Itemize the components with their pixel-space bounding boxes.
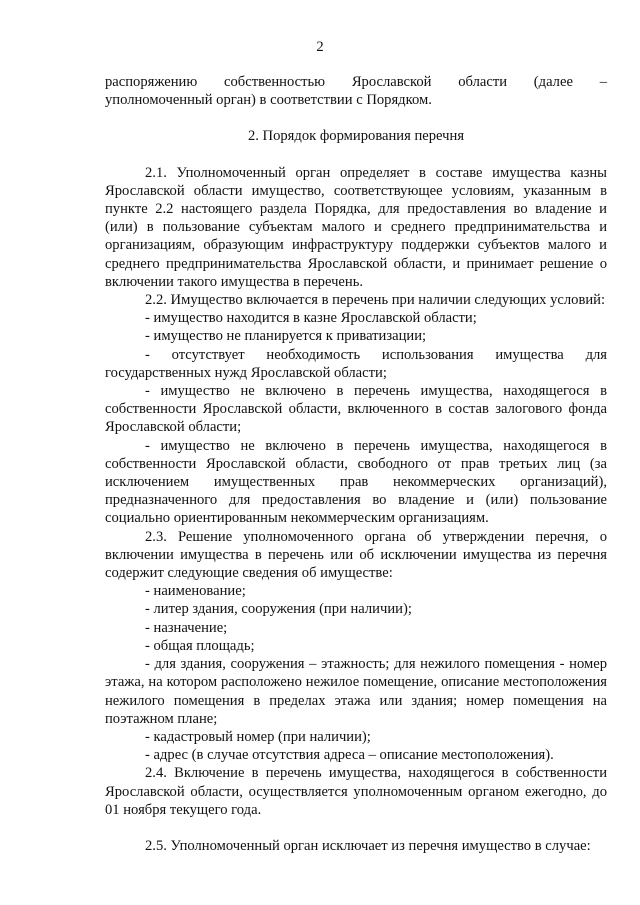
- lead-line-2: уполномоченный орган) в соответствии с Порядком.: [105, 92, 432, 109]
- lead-line-1: распоряжению собственностью Ярославской области (далее –: [105, 74, 607, 90]
- paragraph-2-4: 2.4. Включение в перечень имущества, находящегося в собственности Ярославской области, осуществляется уполномоченным органом ежегодно, до 01 ноября текущего года.: [105, 765, 607, 818]
- list-item: - назначение;: [145, 619, 228, 636]
- list-item: - общая площадь;: [145, 637, 255, 654]
- list-item: - адрес (в случае отсутствия адреса – описание местоположения).: [145, 747, 554, 764]
- document-body: [105, 73, 607, 855]
- spacer: [105, 109, 607, 127]
- list-item: - наименование;: [145, 583, 246, 600]
- spacer: [105, 146, 607, 164]
- list-item: - кадастровый номер (при наличии);: [145, 728, 371, 745]
- paragraph-2-1: 2.1. Уполномоченный орган определяет в составе имущества казны Ярославской области имущество, соответствующее условиям, указанным в пункте 2.2 настоящего раздела Порядка, для предоставления во владение и (или) в пользование субъектам малого и среднего предпринимательства и организациям, образующим инфраструктуру поддержки субъектов малого и среднего предпринимательства Ярославской области, и принимает решение о включении такого имущества в перечень.: [105, 164, 607, 290]
- list-item: - литер здания, сооружения (при наличии);: [145, 601, 412, 618]
- list-item: - отсутствует необходимость использования имущества для государственных нужд Ярославской области;: [105, 346, 607, 381]
- paragraph-2-3: 2.3. Решение уполномоченного органа об утверждении перечня, о включении имущества в перечень или об исключении имущества из перечня содержит следующие сведения об имуществе:: [105, 528, 607, 582]
- paragraph-2-5: 2.5. Уполномоченный орган исключает из перечня имущество в случае:: [145, 837, 591, 854]
- paragraph-2-2: 2.2. Имущество включается в перечень при наличии следующих условий:: [145, 292, 606, 309]
- list-item: - имущество находится в казне Ярославской области;: [145, 310, 477, 327]
- list-item: - имущество не включено в перечень имущества, находящегося в собственности Ярославской области, включенного в состав залогового фонда Ярославской области;: [105, 383, 607, 436]
- spacer: [105, 819, 607, 837]
- page-number: 2: [316, 39, 324, 55]
- section-title: 2. Порядок формирования перечня: [247, 128, 465, 145]
- list-item: - имущество не включено в перечень имущества, находящегося в собственности Ярославской области, свободного от прав третьих лиц (за исключением имущественных прав некоммерческих организаций), предназначенного для предоставления во владение и (или) пользование социально ориентированным некоммерческим организациям.: [105, 437, 607, 527]
- list-item: - для здания, сооружения – этажность; для нежилого помещения - номер этажа, на котором расположено нежилое помещение, описание местоположения нежилого помещения в пределах этажа или здания; номер помещения на поэтажном плане;: [105, 656, 607, 727]
- list-item: - имущество не планируется к приватизации;: [145, 328, 427, 345]
